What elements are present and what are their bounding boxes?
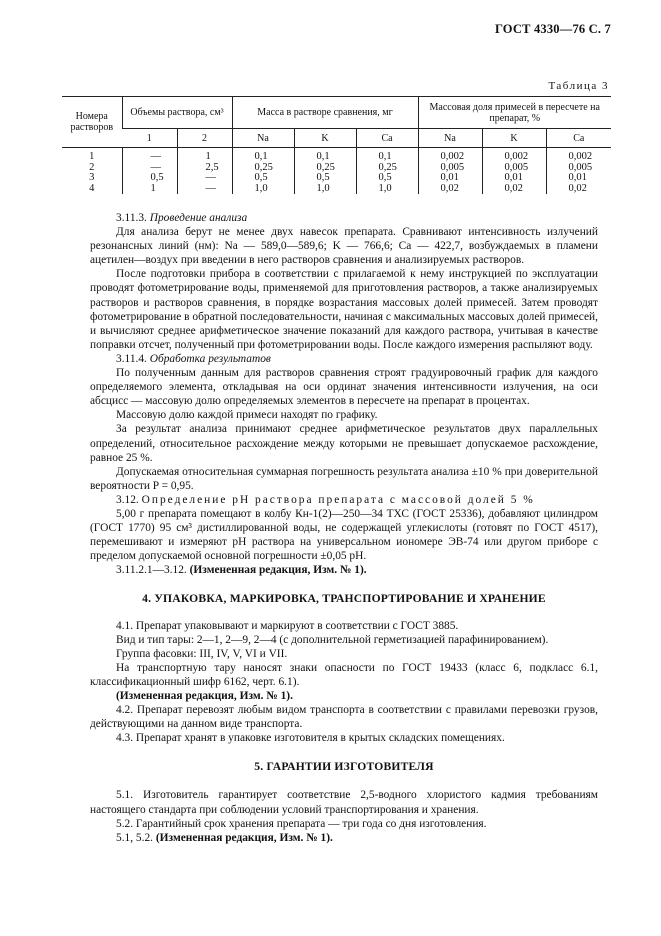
section-number: 3.11.4. xyxy=(116,352,147,365)
section-3-12-heading xyxy=(90,493,598,507)
amendment-text: (Измененная редакция, Изм. № 1). xyxy=(189,564,367,577)
table-cell-volume-1: — — 0,5 1 xyxy=(122,148,177,195)
subheader-cell: 2 xyxy=(177,129,232,148)
section-title: Определение pH раствора препарата с массовой долей 5 % xyxy=(141,493,535,506)
subheader-cell: Na xyxy=(232,129,294,148)
table-cell-mass-ca: 0,1 0,25 0,5 1,0 xyxy=(356,148,418,195)
page-header: ГОСТ 4330—76 С. 7 xyxy=(494,22,611,36)
section-title: Проведение анализа xyxy=(149,212,248,224)
document-body xyxy=(90,211,598,845)
paragraph: 4.3. Препарат хранят в упаковке изготовителя в крытых складских помещениях. xyxy=(116,732,505,745)
paragraph: 5,00 г препарата помещают в колбу Кн-1(2)—250—34 ТХС (ГОСТ 25336), добавляют цилиндром (ГОСТ 1770) 95 см³ дистиллированной воды, не содержащей углекислоты (готовят по ГОСТ 4517), перемешивают и измеряют pH раствора на универсальном иономере ЭВ-74 или другом приборе с пределом допускаемой основной погрешности ±0,05 pH. xyxy=(90,507,598,563)
paragraph: 4.1. Препарат упаковывают и маркируют в соответствии с ГОСТ 3885. xyxy=(116,619,459,632)
table-cell-fraction-ca: 0,002 0,005 0,01 0,02 xyxy=(546,148,611,195)
section-number: 3.12. xyxy=(116,493,139,506)
subheader-cell: Ca xyxy=(546,129,611,148)
table-cell-mass-k: 0,1 0,25 0,5 1,0 xyxy=(294,148,356,195)
header-cell-number: Номера растворов xyxy=(62,97,122,148)
paragraph: 5.1. Изготовитель гарантирует соответствие 2,5-водного хлористого кадмия требованиям настоящего стандарта при соблюдении условий транспортирования и хранения. xyxy=(90,789,598,816)
paragraph: Вид и тип тары: 2—1, 2—9, 2—4 (с дополнительной герметизацией парафинированием). xyxy=(116,633,549,646)
header-cell-volumes: Объемы раствора, см³ xyxy=(122,97,232,129)
data-table xyxy=(62,96,611,194)
header-cell-mass: Масса в растворе сравнения, мг xyxy=(232,97,418,129)
paragraph: По полученным данным для растворов сравнения строят градуировочный график для каждого определяемого элемента, откладывая на оси ординат значения интенсивности излучения, на оси абсцисс — массовую долю определяемых элементов в пересчете на препарат в процентах. xyxy=(90,367,598,408)
section-3-11-3-heading xyxy=(90,211,598,225)
amendment-ref: 3.11.2.1—3.12. xyxy=(116,564,187,577)
section-3-11-4-heading xyxy=(90,352,598,366)
amendment-note xyxy=(90,831,598,845)
subheader-cell: K xyxy=(482,129,546,148)
paragraph: 5.2. Гарантийный срок хранения препарата — три года со дня изготовления. xyxy=(116,817,487,830)
table-caption: Таблица 3 xyxy=(548,80,609,92)
subheader-cell: Ca xyxy=(356,129,418,148)
table-cell-mass-na: 0,1 0,25 0,5 1,0 xyxy=(232,148,294,195)
paragraph: 4.2. Препарат перевозят любым видом транспорта в соответствии с правилами перевозки грузов, действующими на данном виде транспорта. xyxy=(90,704,598,731)
paragraph: На транспортную тару наносят знаки опасности по ГОСТ 19433 (класс 6, подкласс 6.1, классификационный шифр 6162, черт. 6.1). xyxy=(90,661,598,688)
table-cell-fraction-k: 0,002 0,005 0,01 0,02 xyxy=(482,148,546,195)
amendment-text: (Измененная редакция, Изм. № 1). xyxy=(116,690,293,702)
section-5-heading: 5. ГАРАНТИИ ИЗГОТОВИТЕЛЯ xyxy=(254,760,434,774)
subheader-cell: 1 xyxy=(122,129,177,148)
table-cell-volume-2: 1 2,5 — — xyxy=(177,148,232,195)
amendment-note xyxy=(90,563,598,577)
table-cell-numbers: 1 2 3 4 xyxy=(89,151,95,194)
header-cell-fraction: Массовая доля примесей в пересчете на препарат, % xyxy=(418,97,611,129)
paragraph: Для анализа берут не менее двух навесок препарата. Сравнивают интенсивность излучений резонансных линий (нм): Na — 589,0—589,6; K — 766,6; Ca — 422,7, возбуждаемых в пламени ацетилен—воздух при введении в него растворов сравнения и анализируемых растворов. xyxy=(90,226,598,267)
amendment-text: (Измененная редакция, Изм. № 1). xyxy=(155,831,333,844)
paragraph: Допускаемая относительная суммарная погрешность результата анализа ±10 % при доверительной вероятности P = 0,95. xyxy=(90,465,598,492)
paragraph: Группа фасовки: III, IV, V, VI и VII. xyxy=(116,647,288,660)
section-4-heading: 4. УПАКОВКА, МАРКИРОВКА, ТРАНСПОРТИРОВАНИЕ И ХРАНЕНИЕ xyxy=(142,592,546,606)
paragraph: После подготовки прибора в соответствии с прилагаемой к нему инструкцией по эксплуатации проводят фотометрирование воды, применяемой для приготовления растворов, а также анализируемых растворов и растворов сравнения, в порядке возрастания массовых долей примесей. Затем проводят фотометрирование в обратной последовательности, начиная с максимальных массовых долей примесей, и вычисляют среднее арифметическое значение показаний для каждого раствора, учитывая в качестве поправки отсчет, полученный при фотометрировании воды. После каждого измерения распыляют воду. xyxy=(90,268,598,351)
section-title: Обработка результатов xyxy=(149,352,271,365)
subheader-cell: K xyxy=(294,129,356,148)
paragraph: За результат анализа принимают среднее арифметическое результатов двух параллельных определений, относительное расхождение между которыми не превышает допускаемое расхождение, равное 25 %. xyxy=(90,423,598,464)
subheader-cell: Na xyxy=(418,129,482,148)
paragraph: Массовую долю каждой примеси находят по графику. xyxy=(116,409,378,422)
section-number: 3.11.3. xyxy=(116,212,147,224)
table-cell-fraction-na: 0,002 0,005 0,01 0,02 xyxy=(418,148,482,195)
amendment-ref: 5.1, 5.2. xyxy=(116,831,154,844)
